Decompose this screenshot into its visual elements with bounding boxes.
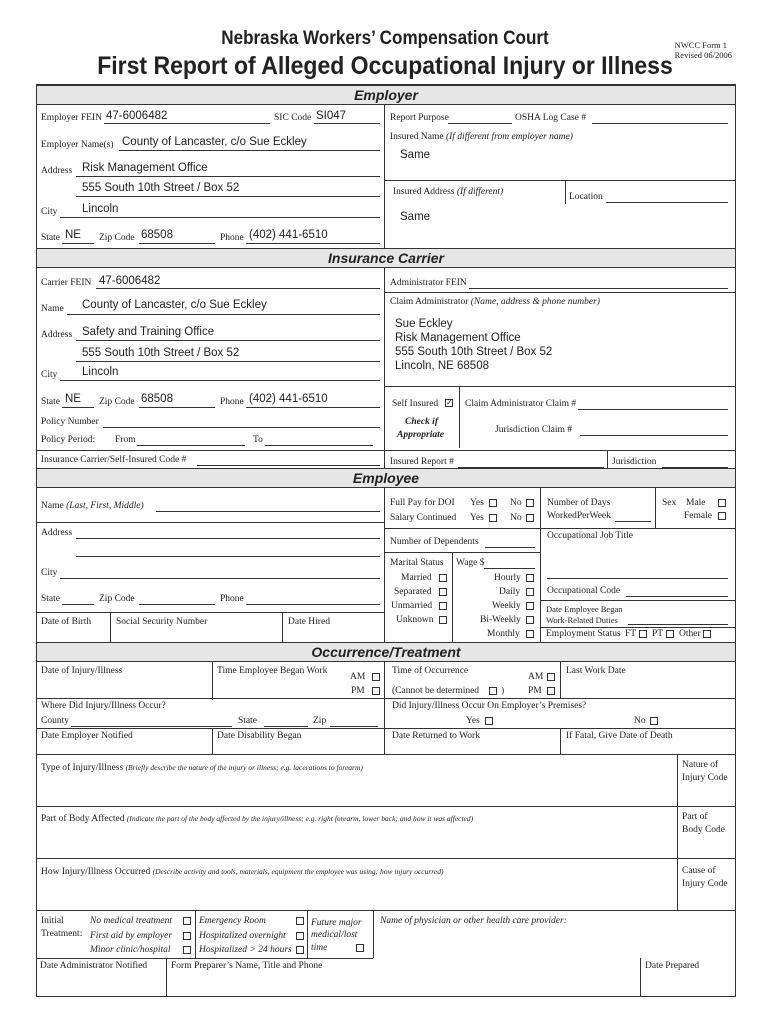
how-occurred-hint: (Describe activity and tools, materials, equipment the employee was using; how injury occurred) [152,867,444,876]
employee-name-line[interactable] [156,511,380,512]
close-paren: ) [501,686,505,696]
dob-label: Date of Birth [41,617,92,627]
carrier-phone-label: Phone [220,397,244,407]
report-purpose-label: Report Purpose [390,113,449,123]
days-worked-label-2: WorkedPerWeek [547,511,611,521]
unmarried-checkbox[interactable] [439,602,447,610]
county-line[interactable] [71,726,232,727]
days-worked-line[interactable] [615,521,651,522]
divider [37,910,735,911]
carrier-city-value[interactable]: Lincoln [82,366,119,378]
employee-phone-line[interactable] [246,604,380,605]
cannot-determine-checkbox[interactable] [489,687,497,695]
divider [677,754,678,910]
work-duties-label: Work-Related Duties [546,615,618,625]
self-insured-code-label: Insurance Carrier/Self-Insured Code # [41,455,187,465]
time-began-label: Time Employee Began Work [217,666,328,676]
section-occurrence-treatment: Occurrence/Treatment [37,642,735,662]
sic-line [314,123,380,124]
self-insured-label: Self Insured [392,399,439,409]
hosp-24-label [199,945,292,956]
salary-continued-label: Salary Continued [390,513,457,523]
divider [540,627,735,628]
claim-admin-claim-label: Claim Administrator Claim # [465,399,577,409]
carrier-state-label: State [41,397,60,407]
insured-name-label [390,132,573,143]
carrier-fein-line [96,288,380,289]
osha-label: OSHA Log Case # [515,113,586,123]
ft-checkbox[interactable] [639,630,647,638]
divider [37,754,735,755]
divider [37,806,735,807]
no-medical-label [90,916,172,927]
premises-label: Did Injury/Illness Occur On Employer’s Premises? [392,701,587,711]
admin-fein-label: Administrator FEIN [390,278,467,288]
carrier-state-line [62,407,94,408]
cause-code-2: Injury Code [682,879,728,889]
divider [384,528,735,529]
carrier-address-label: Address [41,330,73,340]
check-if-text: Check if [405,417,438,427]
employer-fein-value[interactable]: 47-6006482 [106,110,168,122]
policy-period-label: Policy Period: [41,435,96,445]
full-pay-yes: Yes [470,498,484,508]
dependents-label: Number of Dependents [390,537,479,547]
divider [452,552,453,642]
section-insurance-carrier: Insurance Carrier [37,248,735,268]
separated-label: Separated [394,587,432,597]
hosp-overnight-checkbox[interactable] [296,932,304,940]
insured-address-value[interactable]: Same [400,211,431,223]
employer-fein-label: Employer FEIN [41,113,102,123]
from-line[interactable] [137,445,245,446]
occ-zip-line[interactable] [330,726,378,727]
employer-zip-line [139,243,215,244]
carrier-fein-label: Carrier FEIN [41,278,92,288]
no-medical-text: No medical treatment [90,916,172,926]
divider [607,450,608,468]
employee-city-line[interactable] [60,578,380,579]
future-major-1 [311,918,362,929]
divider [540,600,735,601]
time-occ-pm-checkbox[interactable] [547,687,555,695]
carrier-city-label: City [41,370,58,380]
employer-phone-line [246,243,380,244]
self-insured-code-line[interactable] [197,465,380,466]
how-occurred-label [41,866,444,878]
cause-code-1: Cause of [682,866,716,876]
marital-status-label: Marital Status [390,558,444,568]
salary-no-checkbox[interactable] [526,514,534,522]
initial-treatment-label-1: Initial [41,916,64,926]
dependents-line[interactable] [485,547,535,548]
employee-state-label: State [41,594,60,604]
from-label: From [115,435,136,445]
date-began-line[interactable] [628,624,728,625]
er-checkbox[interactable] [296,917,304,925]
form-no: NWCC Form 1 [674,40,728,50]
divider [37,612,384,613]
form-title: First Report of Alleged Occupational Injury or Illness [97,52,673,80]
hosp-overnight-text: Hospitalized overnight [199,931,286,941]
cannot-determine-label: (Cannot be determined [392,686,480,696]
divider [560,728,561,754]
osha-line[interactable] [592,123,728,124]
preparer-label: Form Preparer’s Name, Title and Phone [171,961,323,971]
wage-line[interactable] [484,568,535,569]
insured-name-text: Insured Name [390,132,444,142]
divider [195,910,196,958]
divider [384,662,385,754]
policy-number-line[interactable] [103,427,380,428]
employee-address-line[interactable] [76,538,380,539]
employer-phone-label: Phone [220,233,244,243]
admin-notified-label: Date Administrator Notified [40,961,148,971]
future-major-text-1: Future major [311,918,362,928]
hourly-checkbox[interactable] [526,574,534,582]
premises-yes: Yes [466,716,480,726]
employee-name-hint: (Last, First, Middle) [66,501,144,511]
employer-address-line [76,176,380,177]
er-label [199,916,266,927]
divider [384,386,735,387]
carrier-name-label: Name [41,304,64,314]
carrier-name-line [67,314,380,315]
date-hired-label: Date Hired [288,617,330,627]
date-notified-label: Date Employer Notified [41,731,133,741]
time-occurrence-label: Time of Occurrence [392,666,469,676]
weekly-checkbox[interactable] [526,602,534,610]
divider [37,450,735,451]
initial-treatment-label-2: Treatment: [41,929,83,939]
employer-address-line-2 [76,196,380,197]
future-major-2 [311,930,357,941]
separated-checkbox[interactable] [439,588,447,596]
returned-to-work-label: Date Returned to Work [392,731,480,741]
employee-address-line-2[interactable] [76,556,380,557]
jurisdiction-label: Jurisdiction [612,457,657,467]
divider [640,958,641,996]
divider [37,958,373,959]
divider [212,728,213,754]
future-major-3 [311,943,327,954]
hosp-overnight-label [199,931,286,942]
occ-state-line[interactable] [264,726,308,727]
claim-admin-text: Claim Administrator [390,297,469,307]
job-title-label: Occupational Job Title [547,531,634,541]
ft-label: FT [625,629,637,639]
jurisdiction-claim-label: Jurisdiction Claim # [495,425,573,435]
carrier-address-line [76,340,380,341]
section-employee: Employee [37,468,735,488]
employer-state-label: State [41,233,60,243]
time-began-am-checkbox[interactable] [372,673,380,681]
insured-name-value[interactable]: Same [400,149,431,161]
employee-zip-label: Zip Code [99,594,135,604]
physician-text: Name of physician or other health care provider: [380,916,567,926]
nature-code-1: Nature of [682,760,719,770]
form-number [675,40,732,60]
first-aid-text: First aid by employer [90,931,173,941]
employer-fein-line [104,123,270,124]
self-insured-checkbox[interactable]: ✓ [446,398,453,407]
time-began-am: AM [350,672,366,682]
employer-name-value[interactable]: County of Lancaster, c/o Sue Eckley [122,136,307,148]
employer-zip-label: Zip Code [99,233,135,243]
biweekly-checkbox[interactable] [526,616,534,624]
divider [37,728,735,729]
occ-code-label: Occupational Code [547,586,621,596]
er-text: Emergency Room [199,916,266,926]
appropriate-text: Appropriate [397,430,444,440]
full-pay-no: No [510,498,522,508]
fatal-date-label: If Fatal, Give Date of Death [566,731,673,741]
first-aid-checkbox[interactable] [183,932,191,940]
claim-admin-hint: (Name, address & phone number) [470,297,600,307]
male-checkbox[interactable] [718,499,726,507]
date-prepared-label: Date Prepared [645,961,700,971]
time-occ-am: AM [528,672,544,682]
divider [37,698,735,699]
part-code-2: Body Code [682,825,726,835]
form-revised: Revised 06/2006 [674,50,732,60]
part-body-label [41,813,473,825]
full-pay-yes-checkbox[interactable] [489,499,497,507]
carrier-address-2[interactable]: 555 South 10th Street / Box 52 [82,347,240,359]
insured-address-text: Insured Address [393,187,455,197]
divider [565,180,566,204]
hourly-label: Hourly [494,573,521,583]
carrier-state-value[interactable]: NE [65,393,81,405]
type-injury-label [41,762,363,774]
divider [655,488,656,528]
hosp-24-checkbox[interactable] [296,946,304,954]
type-injury-hint: (Briefly describe the nature of the injury or illness; e.g. lacerations to forearm) [125,763,363,772]
physician-label [380,916,567,927]
premises-no: No [634,716,646,726]
married-label: Married [401,573,432,583]
sic-value[interactable]: SI047 [316,110,347,122]
wage-label: Wage $ [456,558,485,568]
divider [37,858,735,859]
time-began-pm: PM [351,686,365,696]
last-work-date-label: Last Work Date [566,666,626,676]
pt-label: PT [652,629,664,639]
divider [166,958,167,996]
time-began-pm-checkbox[interactable] [372,687,380,695]
minor-clinic-label [90,945,170,956]
insured-report-label: Insured Report # [390,457,454,467]
future-major-text-3: time [311,943,328,953]
part-body-hint: (Indicate the part of the body affected by the injury/illness; e.g. right forearm, lower back; and how it was affected) [126,814,474,823]
insured-name-hint: (If different from employer name) [445,132,573,142]
divider [373,910,374,958]
other-label: Other [679,629,701,639]
male-label: Male [686,498,706,508]
date-of-injury-label: Date of Injury/Illness [41,666,123,676]
employer-address-2[interactable]: 555 South 10th Street / Box 52 [82,182,240,194]
other-checkbox[interactable] [703,630,711,638]
full-pay-no-checkbox[interactable] [526,499,534,507]
policy-number-label: Policy Number [41,417,99,427]
employee-name-text: Name [41,501,64,511]
female-label: Female [684,511,712,521]
divider [459,386,460,448]
carrier-zip-label: Zip Code [99,397,135,407]
part-code-1: Part of [682,812,708,822]
minor-clinic-text: Minor clinic/hospital [90,945,171,955]
female-checkbox[interactable] [718,512,726,520]
divider [384,488,385,642]
salary-yes: Yes [470,513,484,523]
weekly-label: Weekly [492,601,521,611]
insured-address-hint: (If different) [456,187,504,197]
full-pay-label: Full Pay for DOI [390,498,455,508]
claim-admin-line-3[interactable]: 555 South 10th Street / Box 52 [395,346,553,358]
claim-admin-line-4[interactable]: Lincoln, NE 68508 [395,360,489,372]
employer-city-value[interactable]: Lincoln [82,203,119,215]
employer-state-value[interactable]: NE [65,229,81,241]
time-occ-am-checkbox[interactable] [547,673,555,681]
job-title-line[interactable] [547,578,728,579]
salary-yes-checkbox[interactable] [489,514,497,522]
employer-name-line [119,150,380,151]
date-began-label: Date Employee Began [546,604,623,614]
divider [384,552,540,553]
employer-zip-value[interactable]: 68508 [141,229,173,241]
claim-admin-label [390,297,600,308]
location-label: Location [569,192,603,202]
employee-zip-line[interactable] [139,604,215,605]
carrier-zip-line [139,407,215,408]
sic-label: SIC Code [274,113,312,123]
employee-address-label: Address [41,528,73,538]
occ-code-line[interactable] [626,596,728,597]
county-label: County [41,716,69,726]
divider [282,612,283,642]
divider [384,180,735,181]
divider [384,292,735,293]
employer-address-1[interactable]: Risk Management Office [82,162,208,174]
unknown-checkbox[interactable] [439,616,447,624]
married-checkbox[interactable] [439,574,447,582]
employer-city-label: City [41,207,58,217]
no-medical-checkbox[interactable] [183,917,191,925]
employee-phone-label: Phone [220,594,244,604]
to-line[interactable] [265,445,373,446]
insured-address-label [393,187,503,198]
claim-admin-line-2[interactable]: Risk Management Office [395,332,521,344]
section-employer: Employer [37,85,735,105]
report-purpose-line[interactable] [448,123,512,124]
minor-clinic-checkbox[interactable] [183,946,191,954]
divider [560,662,561,698]
divider [540,488,541,642]
admin-fein-line[interactable] [469,288,728,289]
divider [384,268,385,468]
salary-no: No [510,513,522,523]
employee-name-label [41,501,144,512]
carrier-city-line [60,380,380,381]
occ-zip-label: Zip [313,716,327,726]
divider [37,522,384,523]
future-major-text-2: medical/lost [311,930,358,940]
sex-label: Sex [662,498,677,508]
carrier-phone-value[interactable]: (402) 441-6510 [249,393,328,405]
claim-admin-claim-line[interactable] [578,409,728,410]
employer-city-line [60,217,380,218]
monthly-label: Monthly [487,629,520,639]
carrier-address-1[interactable]: Safety and Training Office [82,326,215,338]
hosp-24-text: Hospitalized > 24 hours [199,945,292,955]
occ-state-label: State [238,716,257,726]
daily-checkbox[interactable] [526,588,534,596]
future-major-checkbox[interactable] [356,944,364,952]
employer-name-label: Employer Name(s) [41,140,114,150]
part-body-text: Part of Body Affected [41,814,125,824]
days-worked-label-1: Number of Days [547,498,611,508]
time-occ-pm: PM [528,686,542,696]
jurisdiction-claim-line[interactable] [580,435,728,436]
nature-code-2: Injury Code [682,773,728,783]
employer-address-label: Address [41,166,73,176]
carrier-phone-line [246,407,380,408]
biweekly-label: Bi-Weekly [480,615,521,625]
claim-admin-line-1[interactable]: Sue Eckley [395,318,453,330]
pt-checkbox[interactable] [666,630,674,638]
court-name: Nebraska Workers’ Compensation Court [221,28,549,49]
first-aid-label [90,931,172,942]
carrier-fein-value[interactable]: 47-6006482 [99,275,161,287]
divider [384,105,385,248]
daily-label: Daily [499,587,521,597]
divider [307,910,308,958]
ssn-label: Social Security Number [116,617,208,627]
how-occurred-text: How Injury/Illness Occurred [41,867,151,877]
divider [110,612,111,642]
carrier-zip-value[interactable]: 68508 [141,393,173,405]
to-label: To [253,435,263,445]
where-occur-label: Where Did Injury/Illness Occur? [41,701,166,711]
employer-phone-value[interactable]: (402) 441-6510 [249,229,328,241]
premises-yes-checkbox[interactable] [485,717,493,725]
type-injury-text: Type of Injury/Illness [41,763,124,773]
monthly-checkbox[interactable] [526,630,534,638]
employer-state-line [62,243,94,244]
carrier-address-line-2 [76,361,380,362]
premises-no-checkbox[interactable] [650,717,658,725]
divider [212,662,213,700]
carrier-name-value[interactable]: County of Lancaster, c/o Sue Eckley [82,299,267,311]
disability-began-label: Date Disability Began [217,731,302,741]
unmarried-label: Unmarried [391,601,433,611]
location-line[interactable] [606,202,728,203]
emp-status-label: Employment Status [546,629,621,639]
employee-city-label: City [41,568,58,578]
employee-state-line[interactable] [62,604,94,605]
unknown-label: Unknown [396,615,434,625]
